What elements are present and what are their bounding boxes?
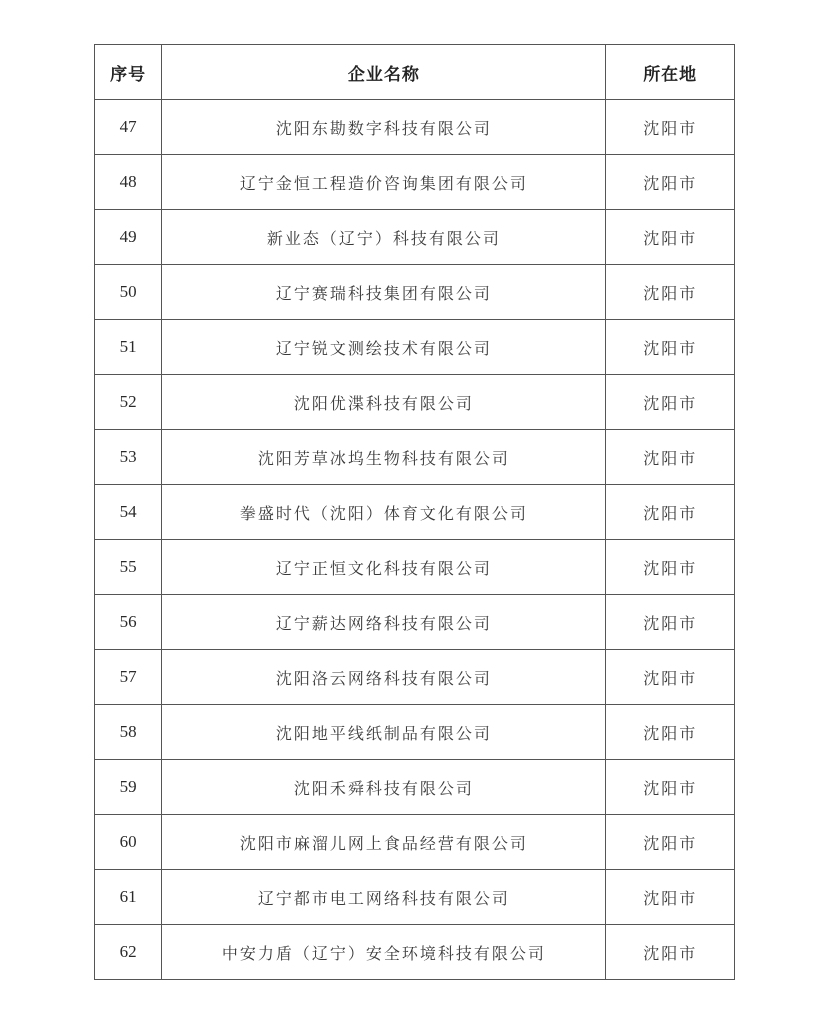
serial-number-cell: 49 bbox=[95, 210, 162, 265]
location-cell: 沈阳市 bbox=[606, 540, 735, 595]
table-row bbox=[95, 485, 735, 540]
serial-number-cell: 52 bbox=[95, 375, 162, 430]
table-row bbox=[95, 815, 735, 870]
table-row bbox=[95, 155, 735, 210]
location-cell: 沈阳市 bbox=[606, 485, 735, 540]
table-row bbox=[95, 705, 735, 760]
location-cell: 沈阳市 bbox=[606, 430, 735, 485]
company-name-cell: 辽宁锐文测绘技术有限公司 bbox=[162, 320, 606, 375]
location-cell: 沈阳市 bbox=[606, 375, 735, 430]
company-name-cell: 辽宁金恒工程造价咨询集团有限公司 bbox=[162, 155, 606, 210]
serial-number-cell: 53 bbox=[95, 430, 162, 485]
company-name-cell: 沈阳市麻溜儿网上食品经营有限公司 bbox=[162, 815, 606, 870]
company-name-cell: 辽宁都市电工网络科技有限公司 bbox=[162, 870, 606, 925]
location-cell: 沈阳市 bbox=[606, 210, 735, 265]
location-cell: 沈阳市 bbox=[606, 320, 735, 375]
table-row bbox=[95, 320, 735, 375]
company-name-cell: 沈阳东勘数字科技有限公司 bbox=[162, 100, 606, 155]
serial-number-cell: 58 bbox=[95, 705, 162, 760]
header-company-name: 企业名称 bbox=[162, 45, 606, 100]
company-name-cell: 辽宁薪达网络科技有限公司 bbox=[162, 595, 606, 650]
location-cell: 沈阳市 bbox=[606, 925, 735, 980]
table-row bbox=[95, 265, 735, 320]
location-cell: 沈阳市 bbox=[606, 100, 735, 155]
location-cell: 沈阳市 bbox=[606, 705, 735, 760]
table-row bbox=[95, 210, 735, 265]
table-row bbox=[95, 375, 735, 430]
location-cell: 沈阳市 bbox=[606, 595, 735, 650]
table-row bbox=[95, 650, 735, 705]
serial-number-cell: 50 bbox=[95, 265, 162, 320]
serial-number-cell: 55 bbox=[95, 540, 162, 595]
serial-number-cell: 62 bbox=[95, 925, 162, 980]
location-cell: 沈阳市 bbox=[606, 870, 735, 925]
serial-number-cell: 57 bbox=[95, 650, 162, 705]
location-cell: 沈阳市 bbox=[606, 155, 735, 210]
table-row bbox=[95, 870, 735, 925]
header-location: 所在地 bbox=[606, 45, 735, 100]
company-name-cell: 中安力盾（辽宁）安全环境科技有限公司 bbox=[162, 925, 606, 980]
location-cell: 沈阳市 bbox=[606, 650, 735, 705]
enterprise-table bbox=[94, 44, 735, 980]
table-header-row bbox=[95, 45, 735, 100]
table-row bbox=[95, 760, 735, 815]
company-name-cell: 沈阳优渫科技有限公司 bbox=[162, 375, 606, 430]
company-name-cell: 新业态（辽宁）科技有限公司 bbox=[162, 210, 606, 265]
table-row bbox=[95, 540, 735, 595]
location-cell: 沈阳市 bbox=[606, 265, 735, 320]
location-cell: 沈阳市 bbox=[606, 760, 735, 815]
table-body bbox=[95, 100, 735, 980]
serial-number-cell: 60 bbox=[95, 815, 162, 870]
company-name-cell: 沈阳禾舜科技有限公司 bbox=[162, 760, 606, 815]
table-row bbox=[95, 100, 735, 155]
serial-number-cell: 47 bbox=[95, 100, 162, 155]
header-serial-number: 序号 bbox=[95, 45, 162, 100]
company-name-cell: 辽宁赛瑞科技集团有限公司 bbox=[162, 265, 606, 320]
table-row bbox=[95, 430, 735, 485]
company-name-cell: 沈阳芳草冰坞生物科技有限公司 bbox=[162, 430, 606, 485]
company-name-cell: 沈阳洛云网络科技有限公司 bbox=[162, 650, 606, 705]
table-row bbox=[95, 925, 735, 980]
company-name-cell: 沈阳地平线纸制品有限公司 bbox=[162, 705, 606, 760]
serial-number-cell: 48 bbox=[95, 155, 162, 210]
serial-number-cell: 61 bbox=[95, 870, 162, 925]
serial-number-cell: 59 bbox=[95, 760, 162, 815]
company-name-cell: 辽宁正恒文化科技有限公司 bbox=[162, 540, 606, 595]
serial-number-cell: 51 bbox=[95, 320, 162, 375]
company-name-cell: 拳盛时代（沈阳）体育文化有限公司 bbox=[162, 485, 606, 540]
serial-number-cell: 56 bbox=[95, 595, 162, 650]
table-row bbox=[95, 595, 735, 650]
location-cell: 沈阳市 bbox=[606, 815, 735, 870]
serial-number-cell: 54 bbox=[95, 485, 162, 540]
